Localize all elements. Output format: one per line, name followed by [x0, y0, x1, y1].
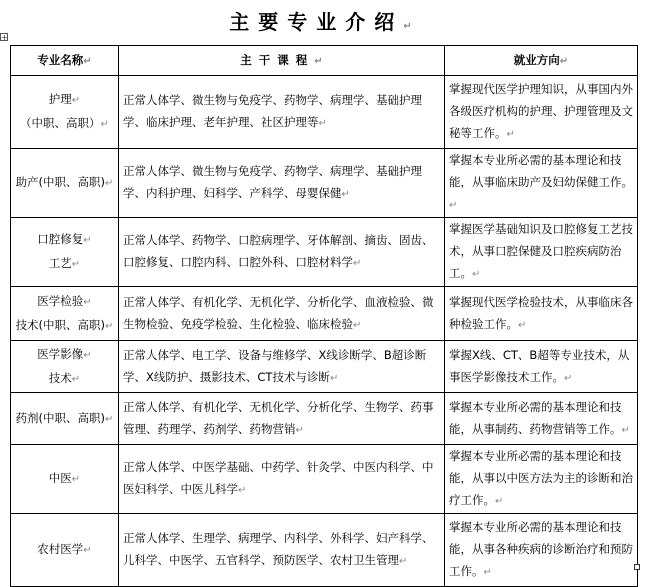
major-name-cell [11, 287, 119, 341]
main-courses-cell: 正常人体学、生理学、病理学、内科学、外科学、妇产科学、儿科学、中医学、五官科学、预防医学、农村卫生管理↵ [119, 514, 445, 587]
major-name-cell [11, 514, 119, 587]
career-direction-cell: 掌握现代医学护理知识，从事国内外各级医疗机构的护理、护理管理及文秘等工作。↵ [445, 76, 638, 149]
title-text: 主要专业介绍 [229, 10, 404, 34]
table-row [11, 445, 638, 514]
career-direction-cell: 掌握本专业所必需的基本理论和技能，从事以中医方法为主的诊断和治疗工作。↵ [445, 445, 638, 514]
table-row [11, 149, 638, 218]
table-move-handle-icon[interactable]: + [1, 33, 8, 42]
major-name-line: 技术↵ [48, 370, 81, 385]
career-direction-cell: 掌握医学基础知识及口腔修复工艺技术，从事口腔保健及口腔疾病防治工。↵ [445, 218, 638, 287]
major-name-cell [11, 149, 119, 218]
paragraph-mark: ↵ [403, 21, 421, 32]
career-direction-cell: 掌握本专业所必需的基本理论和技能，从事临床助产及妇幼保健工作。↵ [445, 149, 638, 218]
major-name-cell [11, 76, 119, 149]
major-name-cell [11, 218, 119, 287]
table-header-row [11, 46, 638, 76]
career-direction-cell: 掌握现代医学检验技术，从事临床各种检验工作。↵ [445, 287, 638, 341]
document-title [0, 9, 650, 40]
career-direction-cell: 掌握本专业所必需的基本理论和技能，从事制药、药物营销等工作。↵ [445, 393, 638, 445]
main-courses-cell: 正常人体学、微生物与免疫学、药物学、病理学、基础护理学、内科护理、妇科学、产科学、母婴保健↵ [119, 149, 445, 218]
table-row [11, 393, 638, 445]
table-row [11, 341, 638, 393]
header-major-name: 专业名称↵ [11, 46, 119, 76]
major-name-line: （中职、高职）↵ [20, 116, 109, 130]
major-name-cell [11, 341, 119, 393]
table-row [11, 76, 638, 149]
major-name-line: 药剂(中职、高职)↵ [15, 410, 114, 425]
main-courses-cell: 正常人体学、微生物与免疫学、药物学、病理学、基础护理学、临床护理、老年护理、社区护理等↵ [119, 76, 445, 149]
career-direction-cell: 掌握本专业所必需的基本理论和技能，从事各种疾病的诊断治疗和预防工作。↵ [445, 514, 638, 587]
header-main-courses: 主干课程↵ [119, 46, 445, 76]
main-courses-cell: 正常人体学、药物学、口腔病理学、牙体解剖、摘齿、固齿、口腔修复、口腔内科、口腔外科、口腔材料学↵ [119, 218, 445, 287]
main-courses-cell: 正常人体学、有机化学、无机化学、分析化学、血液检验、微生物检验、免疫学检验、生化检验、临床检验↵ [119, 287, 445, 341]
major-name-line: 医学检验↵ [37, 293, 92, 308]
table-row [11, 287, 638, 341]
major-name-line: 农村医学↵ [37, 542, 92, 556]
major-name-line: 口腔修复↵ [37, 232, 92, 246]
header-career-direction: 就业方向↵ [445, 46, 638, 76]
major-name-cell [11, 445, 119, 514]
table-resize-handle[interactable] [634, 564, 640, 570]
major-name-line: 中医↵ [48, 471, 81, 485]
table-row [11, 514, 638, 587]
major-name-line: 技术(中职、高职)↵ [15, 317, 114, 332]
major-name-line: 工艺↵ [48, 256, 81, 270]
major-name-cell [11, 393, 119, 445]
majors-table [10, 45, 638, 587]
major-name-line: 助产(中职、高职)↵ [15, 175, 114, 189]
major-name-line: 护理↵ [48, 92, 81, 106]
main-courses-cell: 正常人体学、电工学、设备与维修学、X线诊断学、B超诊断学、X线防护、摄影技术、CT技术与诊断↵ [119, 341, 445, 393]
major-name-line: 医学影像↵ [37, 346, 92, 361]
main-courses-cell: 正常人体学、中医学基础、中药学、针灸学、中医内科学、中医妇科学、中医儿科学↵ [119, 445, 445, 514]
main-courses-cell: 正常人体学、有机化学、无机化学、分析化学、生物学、药事管理、药理学、药剂学、药物营销↵ [119, 393, 445, 445]
career-direction-cell: 掌握X线、CT、B超等专业技术，从事医学影像技术工作。↵ [445, 341, 638, 393]
table-row [11, 218, 638, 287]
